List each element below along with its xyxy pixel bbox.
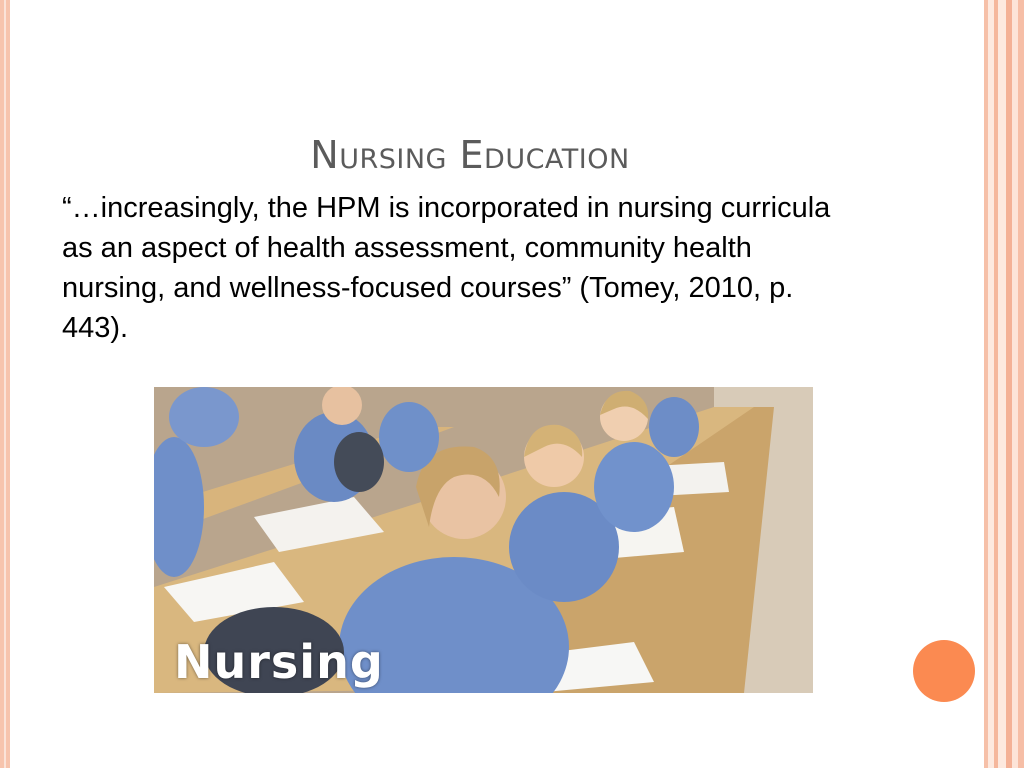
quote-text: “…increasingly, the HPM is incorporated in nursing curricula as an aspect of health assessment, community health nursing, and wellness-focused courses” (Tomey, 2010, p. 443). bbox=[62, 192, 831, 344]
slide-right-border bbox=[980, 0, 1024, 768]
photo-caption: Nursing bbox=[174, 635, 384, 689]
classroom-photo bbox=[154, 387, 813, 693]
accent-circle bbox=[913, 640, 975, 702]
slide-left-border bbox=[0, 0, 10, 768]
slide-title: Nursing Education bbox=[310, 133, 630, 178]
